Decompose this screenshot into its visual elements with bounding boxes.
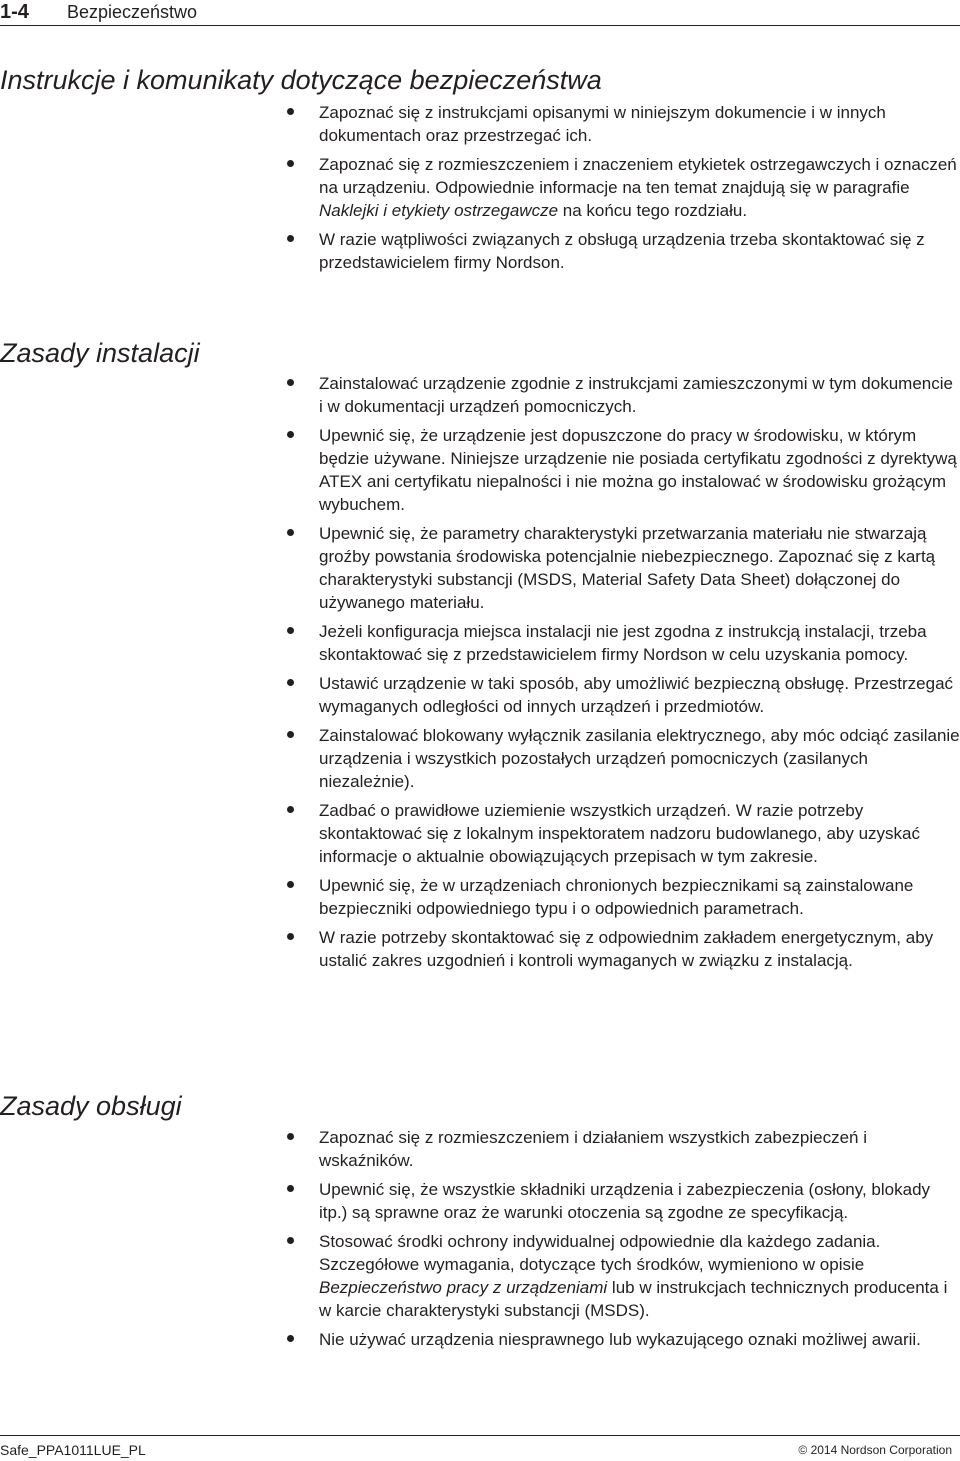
page-number: 1-4 <box>0 1 29 23</box>
list-item-text: Upewnić się, że urządzenie jest dopuszczone do pracy w środowisku, w którym będzie używane. Niniejsze urządzenie nie posiada certyfikatu zgodności z dyrektywą ATEX ani certyfikatu niepalności i nie można go instalować w środowisku grożącym wybuchem. <box>319 426 957 514</box>
installation-rules-list <box>286 372 960 978</box>
list-item <box>286 724 960 793</box>
page-header <box>0 0 960 28</box>
operation-rules-list <box>286 1126 960 1357</box>
list-item-text: Upewnić się, że wszystkie składniki urządzenia i zabezpieczenia (osłony, blokady itp.) są sprawne oraz że warunki otoczenia są zgodne ze specyfikacją. <box>319 1180 931 1222</box>
list-item <box>286 153 960 222</box>
footer-divider <box>0 1435 960 1436</box>
document-code: Safe_PPA1011LUE_PL <box>0 1442 146 1458</box>
list-item-text: Zapoznać się z rozmieszczeniem i działaniem wszystkich zabezpieczeń i wskaźników. <box>319 1128 867 1170</box>
list-item-text: Jeżeli konfiguracja miejsca instalacji nie jest zgodna z instrukcją instalacji, trzeba skontaktować się z przedstawicielem firmy Nordson w celu uzyskania pomocy. <box>319 622 927 664</box>
list-item <box>286 799 960 868</box>
list-item <box>286 228 960 274</box>
list-item-text: lub w instrukcjach technicznych producenta i w karcie charakterystyki substancji (MSDS). <box>319 1278 948 1320</box>
italic-reference-text: Naklejki i etykiety ostrzegawcze <box>319 201 559 220</box>
list-item <box>286 1178 960 1224</box>
list-item-text: Nie używać urządzenia niesprawnego lub wykazującego oznaki możliwej awarii. <box>319 1330 921 1349</box>
list-item <box>286 1328 960 1351</box>
list-item-text: Zapoznać się z rozmieszczeniem i znaczeniem etykietek ostrzegawczych i oznaczeń na urządzeniu. Odpowiednie informacje na ten temat znajdują się w paragrafie <box>319 155 957 197</box>
list-item-text: na końcu tego rozdziału. <box>558 201 748 220</box>
list-item <box>286 1230 960 1322</box>
safety-instructions-list <box>286 101 960 280</box>
list-item-text: Ustawić urządzenie w taki sposób, aby umożliwić bezpieczną obsługę. Przestrzegać wymaganych odległości od innych urządzeń i przedmiotów. <box>319 674 954 716</box>
list-item <box>286 672 960 718</box>
header-divider <box>0 25 960 26</box>
list-item <box>286 926 960 972</box>
section-title-safety-instructions: Instrukcje i komunikaty dotyczące bezpieczeństwa <box>0 65 602 95</box>
list-item-text: Stosować środki ochrony indywidualnej odpowiednie dla każdego zadania. Szczegółowe wymagania, dotyczące tych środków, wymieniono w opisie <box>319 1232 881 1274</box>
list-item-text: Zainstalować urządzenie zgodnie z instrukcjami zamieszczonymi w tym dokumencie i w dokumentacji urządzeń pomocniczych. <box>319 374 953 416</box>
section-title-operation-rules: Zasady obsługi <box>0 1091 182 1121</box>
list-item-text: W razie wątpliwości związanych z obsługą urządzenia trzeba skontaktować się z przedstawicielem firmy Nordson. <box>319 230 925 272</box>
list-item-text: Zapoznać się z instrukcjami opisanymi w niniejszym dokumencie i w innych dokumentach oraz przestrzegać ich. <box>319 103 886 145</box>
list-item-text: Zadbać o prawidłowe uziemienie wszystkich urządzeń. W razie potrzeby skontaktować się z lokalnym inspektoratem nadzoru budowlanego, aby uzyskać informacje o aktualnie obowiązujących przepisach w tym zakresie. <box>319 801 920 866</box>
section-title-installation-rules: Zasady instalacji <box>0 338 200 368</box>
list-item <box>286 874 960 920</box>
list-item <box>286 1126 960 1172</box>
list-item <box>286 522 960 614</box>
list-item <box>286 372 960 418</box>
list-item <box>286 620 960 666</box>
list-item-text: Upewnić się, że w urządzeniach chronionych bezpiecznikami są zainstalowane bezpieczniki odpowiedniego typu i o odpowiednich parametrach. <box>319 876 914 918</box>
list-item <box>286 101 960 147</box>
list-item-text: Upewnić się, że parametry charakterystyki przetwarzania materiału nie stwarzają groźby powstania środowiska potencjalnie niebezpiecznego. Zapoznać się z kartą charakterystyki substancji (MSDS, Material Safety Data Sheet) dołączonej do używanego materiału. <box>319 524 936 612</box>
list-item <box>286 424 960 516</box>
list-item-text: W razie potrzeby skontaktować się z odpowiednim zakładem energetycznym, aby ustalić zakres uzgodnień i kontroli wymaganych w związku z instalacją. <box>319 928 934 970</box>
copyright-notice: © 2014 Nordson Corporation <box>798 1443 952 1457</box>
chapter-title: Bezpieczeństwo <box>67 2 198 22</box>
list-item-text: Zainstalować blokowany wyłącznik zasilania elektrycznego, aby móc odciąć zasilanie urządzenia i wszystkich pozostałych urządzeń pomocniczych (zasilanych niezależnie). <box>319 726 960 791</box>
italic-reference-text: Bezpieczeństwo pracy z urządzeniami <box>319 1278 608 1297</box>
